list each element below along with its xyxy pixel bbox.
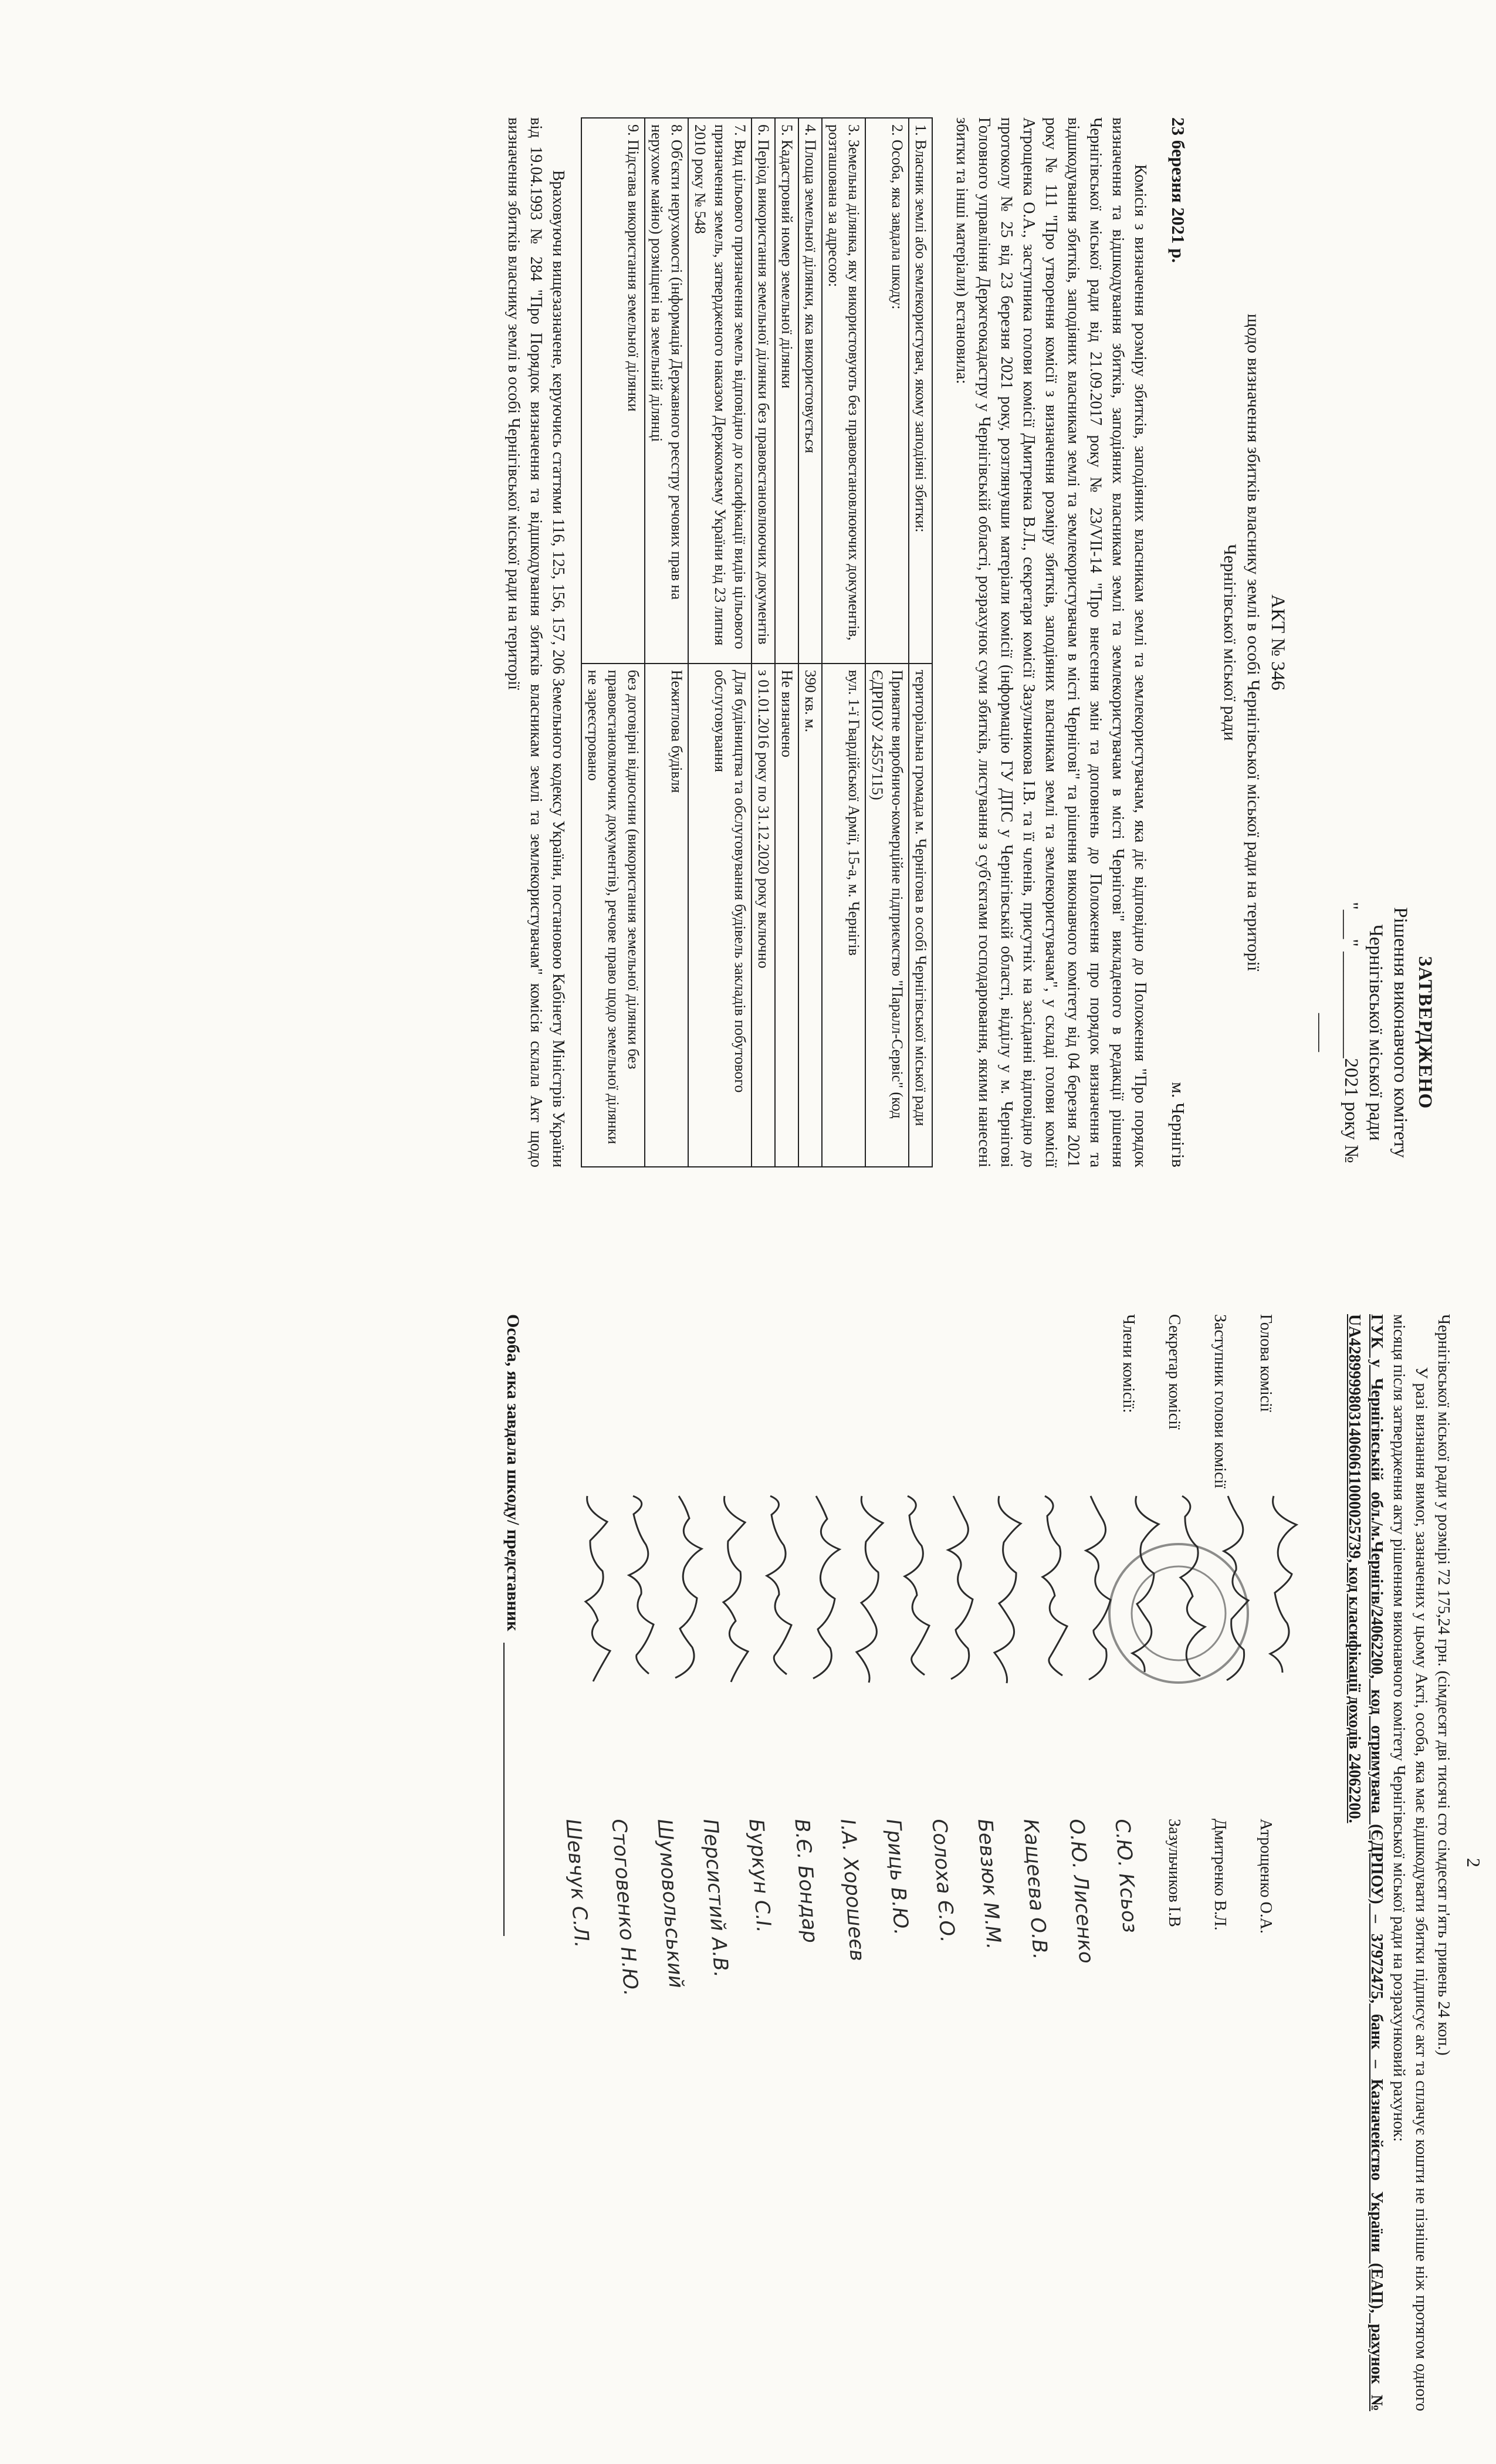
approval-line-2: Чернігівської міської ради — [1365, 924, 1386, 1141]
demand-text — [1343, 1314, 1432, 2411]
row-answer: Для будівництва та обслуговування будівель закладів побутового обслуговування — [688, 664, 752, 1167]
page-number: 2 — [1463, 1858, 1484, 1867]
handwritten-signature-icon — [1256, 1490, 1297, 1819]
row-answer: Нежитлова будівля — [645, 664, 688, 1167]
row-question: 7. Вид цільового призначення земель відповідно до класифікації видів цільового призначення земель, затвердженого наказом Держкомзему України від 23 липня 2010 року № 548 — [688, 118, 752, 664]
handwritten-signature-icon — [707, 1490, 748, 1819]
table-row — [752, 118, 775, 1167]
handwritten-signature-icon — [890, 1490, 931, 1819]
signer-name: Бевзюк М.М. — [973, 1818, 1006, 1950]
handwritten-signature-icon — [615, 1490, 656, 1819]
signatures-block — [561, 1314, 1302, 2411]
handwritten-signature-icon — [753, 1490, 794, 1819]
signature-row — [607, 1314, 661, 2411]
row-question: 9. Підстава використання земельної ділянки — [581, 118, 645, 664]
table-row — [688, 118, 752, 1167]
signature-row — [1210, 1314, 1256, 2411]
row-answer: вул. 1-ї Гвардійської Армії, 15-а, м. Чернігів — [822, 664, 865, 1167]
signer-name: Персистий А.В. — [698, 1818, 733, 1978]
signature-row — [790, 1314, 844, 2411]
info-table — [581, 117, 933, 1167]
signer-name: Гриць В.Ю. — [881, 1818, 913, 1936]
demand-paragraph: У разі визнання вимог, зазначених у цьому Акті, особа, яка має відшкодувати збитки підписує акт та сплачує кошти не пізніше ніж протягом одного місяця після затвердження акту рішенням виконавчого комітету Чернігівської міської ради на розрахунковий рахунок: — [1390, 1314, 1430, 2411]
signer-name: Буркун С.І. — [744, 1818, 776, 1934]
signature-row — [698, 1314, 753, 2411]
approval-title: ЗАТВЕРДЖЕНО — [1414, 956, 1436, 1109]
handwritten-signature-icon — [981, 1490, 1023, 1819]
signer-name: Кащеєва О.В. — [1018, 1818, 1052, 1961]
row-question: 4. Площа земельної ділянки, яка використовується — [798, 118, 822, 664]
handwritten-signature-icon — [1165, 1490, 1206, 1819]
signer-role: Заступник голови комісії — [1211, 1314, 1229, 1489]
signature-row — [1165, 1314, 1210, 2411]
handwritten-signature-icon — [1027, 1490, 1068, 1819]
approval-line-3: "___" ___________2021 року № ____ — [1316, 902, 1362, 1163]
signature-row — [652, 1314, 707, 2411]
handwritten-signature-icon — [570, 1490, 611, 1819]
approval-line-1: Рішення виконавчого комітету — [1390, 907, 1411, 1158]
act-date: 23 березня 2021 р. — [1168, 117, 1189, 263]
signer-name: Атрощенко О.А. — [1257, 1819, 1275, 1934]
signature-row — [1110, 1314, 1165, 2411]
harm-party-label: Особа, яка завдала шкоду/ представник — [503, 1314, 523, 1632]
handwritten-signature-icon — [1119, 1490, 1160, 1819]
table-row — [798, 118, 822, 1167]
handwritten-signature-icon — [844, 1490, 885, 1819]
table-row — [645, 118, 688, 1167]
handwritten-signature-icon — [798, 1490, 840, 1819]
signature-row — [973, 1314, 1027, 2411]
row-answer: з 01.01.2016 року по 31.12.2020 року включно — [752, 664, 775, 1167]
harm-party-signature — [503, 1314, 523, 2411]
handwritten-signature-icon — [936, 1490, 977, 1819]
signer-name: Дмитренко В.Л. — [1211, 1819, 1229, 1931]
signature-row — [561, 1314, 615, 2411]
signer-name: В.Є. Бондар — [790, 1818, 823, 1944]
signer-name: І.А. Хорошеєв — [835, 1818, 869, 1962]
table-row — [865, 118, 909, 1167]
signer-name: Шевчук С.Л. — [561, 1818, 594, 1949]
bottom-paragraph: Враховуючи вищезазначене, керуючись статтями 116, 125, 156, 157, 206 Земельного кодексу України, постановою Кабінету Міністрів України від 19.04.1993 № 284 "Про Порядок визначення та відшкодування збитків власникам землі та землекористувачам" комісія склала Акт щодо визначення збитків власнику землі в особі Чернігівської міської ради на території — [505, 117, 567, 1167]
row-answer: територіальна громада м. Чернігова в особі Чернігівської міської ради — [909, 664, 932, 1167]
signer-name: С.Ю. Ксьоз — [1110, 1818, 1142, 1934]
row-question: 6. Період використання земельної ділянки без правовстановлюючих документів — [752, 118, 775, 664]
bank-account-details: ГУК у Чернігівській обл./м.Чернігів/24062200, код отримувача (ЄДРПОУ) – 37972475, банк – Казначейство України (ЕАП), рахунок № UA428999980314060611000025739, код класифікації доходів 24062200. — [1345, 1314, 1386, 2411]
signature-row — [835, 1314, 890, 2411]
harm-party-signature-line — [503, 1643, 522, 1936]
signature-row — [1018, 1314, 1073, 2411]
row-answer: 390 кв. м. — [798, 664, 822, 1167]
signer-name: О.Ю. Лисенко — [1064, 1818, 1098, 1965]
table-row — [775, 118, 798, 1167]
signature-row — [881, 1314, 936, 2411]
act-place: м. Чернігів — [1168, 1082, 1189, 1167]
signer-role: Голова комісії — [1257, 1314, 1275, 1412]
act-subtitle-2: Чернігівської міської ради — [1220, 544, 1240, 741]
continuation-text: Чернігівської міської ради у розмірі 72 175,24 грн. (сімдесят дві тисячі сто сімдесят п'ять гривень 24 коп.) — [1434, 1314, 1453, 2056]
handwritten-signature-icon — [661, 1490, 702, 1819]
handwritten-signature-icon — [1210, 1490, 1251, 1819]
row-question: 3. Земельна ділянка, яку використовують без правовстановлюючих документів, розташована за адресою: — [822, 118, 865, 664]
table-row — [909, 118, 932, 1167]
date-line — [1167, 117, 1189, 1167]
row-question: 8. Об'єкти нерухомості (інформація Державного реєстру речових прав на нерухоме майно) розміщені на земельній ділянці — [645, 118, 688, 664]
row-question: 2. Особа, яка завдала шкоду: — [865, 118, 909, 664]
signer-name: Шумовольський — [652, 1818, 688, 1989]
signature-row — [1064, 1314, 1119, 2411]
signature-row — [927, 1314, 981, 2411]
signer-role: Секретар комісії — [1165, 1314, 1183, 1430]
page-two — [0, 1232, 1496, 2464]
signer-name: Солоха Є.О. — [927, 1818, 960, 1944]
row-question: 1. Власник землі або землекористувач, якому заподіяні збитки: — [909, 118, 932, 664]
signature-row — [1256, 1314, 1302, 2411]
signature-row — [744, 1314, 798, 2411]
act-title: АКТ № 346 — [1267, 594, 1288, 691]
signer-name: Стоговенко Н.Ю. — [607, 1818, 643, 1997]
table-row — [822, 118, 865, 1167]
row-answer: без договірні відносини (використання земельної ділянки без правовстановлюючих документів), речове право щодо земельної ділянки не зареєстровано — [581, 664, 645, 1167]
row-answer: Не визначено — [775, 664, 798, 1167]
handwritten-signature-icon — [1073, 1490, 1114, 1819]
signer-role: Члени комісії: — [1119, 1314, 1138, 1413]
row-answer: Приватне виробничо-комерційне підприємство "Паралл-Сервіс" (код ЄДРПОУ 24557115) — [865, 664, 909, 1167]
intro-paragraph: Комісія з визначення розміру збитків, заподіяних власникам землі та землекористувачам, яка діє відповідно до Положення "Про порядок визначення та відшкодування збитків, заподіяних власникам землі та землекористувачам в місті Чернігові" викладеного в редакції рішення Чернігівської міської ради від 21.09.2017 року № 23/VII-14 "Про внесення змін та доповнень до Положення про порядок визначення та відшкодування збитків, заподіяних власникам землі та землекористувачам в місті Чернігові" та рішення виконавчого комітету від 04 березня 2021 року № 111 "Про утворення комісії з визначення розміру збитків, заподіяних власникам землі та землекористувачам", у складі голови комісії Атрощенка О.А., заступника голови комісії Дмитренка В.Л., секретаря комісії Зазульчикова І.В. та її членів, присутніх на засіданні відповідно до протоколу № 25 від 23 березня 2021 року, розглянувши матеріали комісії (інформацію ГУ ДПС у Чернігівській області, відділу у м. Чернігові Головного управління Держгеокадастру у Чернігівській області, розрахунок суми збитків, листування з суб'єктами господарювання, якими нанесені збитки та інші матеріали) встановила: — [953, 117, 1149, 1167]
row-question: 5. Кадастровий номер земельної ділянки — [775, 118, 798, 664]
act-subtitle-1: щодо визначення збитків власнику землі в особі Чернігівської міської ради на території — [1244, 313, 1263, 972]
approval-block — [1314, 898, 1437, 1167]
table-row — [581, 118, 645, 1167]
signer-name: Зазульчиков І.В — [1165, 1819, 1183, 1927]
